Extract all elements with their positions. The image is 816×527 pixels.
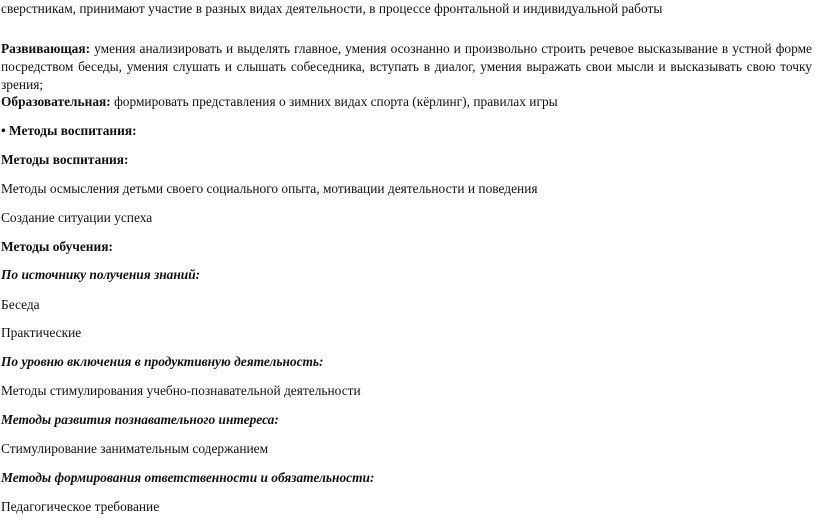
paragraph-pedagogical-requirement: Педагогическое требование	[1, 499, 160, 514]
bullet-icon: •	[1, 123, 6, 138]
educational-label: Образовательная:	[1, 94, 111, 109]
paragraph-text: сверстникам, принимают участие в разных видах деятельности, в процессе фронтальной и индивидуальной работы	[1, 1, 663, 16]
paragraph-educational	[1, 93, 558, 111]
bullet-item-upbringing-methods	[1, 122, 137, 140]
subheading-responsibility-methods: Методы формирования ответственности и обязательности:	[1, 470, 375, 485]
educational-text: формировать представления о зимних видах спорта (кёрлинг), правилах игры	[110, 94, 558, 109]
subheading-productive-activity: По уровню включения в продуктивную деятельность:	[1, 354, 324, 369]
heading-upbringing-methods: Методы воспитания:	[1, 152, 129, 167]
developing-text: умения анализировать и выделять главное, умения осознанно и произвольно строить речевое высказывание в устной форме посредством беседы, умения слушать и слышать собеседника, вступать в диалог, умения выражать свои мысли и высказывать свою точку зрения;	[1, 41, 812, 93]
developing-label: Развивающая:	[1, 41, 91, 57]
subheading-knowledge-source: По источнику получения знаний:	[1, 267, 201, 282]
paragraph-developing	[1, 40, 812, 94]
paragraph-stimulation-methods: Методы стимулирования учебно-познавательной деятельности	[1, 383, 361, 398]
paragraph-practical: Практические	[1, 325, 82, 340]
bullet-label: Методы воспитания:	[5, 123, 137, 138]
paragraph-social-experience: Методы осмысления детьми своего социального опыта, мотивации деятельности и поведения	[1, 181, 538, 196]
paragraph-entertaining-content: Стимулирование занимательным содержанием	[1, 441, 269, 456]
paragraph-continuation	[1, 0, 662, 18]
paragraph-success-situation: Создание ситуации успеха	[1, 210, 153, 225]
paragraph-conversation: Беседа	[1, 297, 40, 312]
heading-teaching-methods: Методы обучения:	[1, 239, 113, 254]
subheading-interest-methods: Методы развития познавательного интереса:	[1, 412, 279, 427]
